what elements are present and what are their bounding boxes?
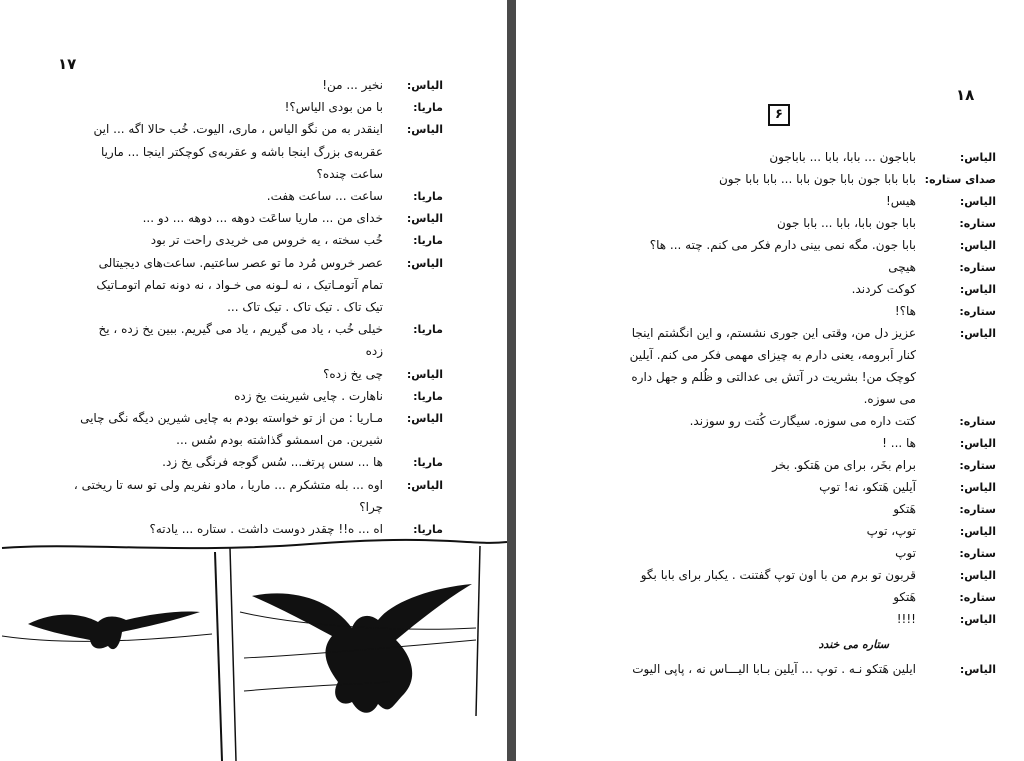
dialogue-line: کوکت کردند. — [851, 282, 916, 296]
dialogue-line: خُب سخته ، یه خروس می خریدی راحت تر بود — [150, 233, 383, 248]
dialogue-line: هَتکو — [893, 590, 916, 604]
dialogue-line: توپ — [895, 546, 916, 560]
dialogue-line: عقربه‌ی بزرگ اینجا باشه و عقربه‌ی کوچکتر اینجا ... ماریا — [100, 144, 383, 159]
speaker-label: ماریا: — [413, 234, 443, 248]
speaker-label: الیاس: — [959, 283, 996, 296]
dialogue-line: کوچک من! بشریت در آتش بی عدالتی و ظُلم و جهل داره — [631, 370, 916, 384]
speaker-label: الیاس: — [406, 212, 443, 226]
speaker-label: الیاس: — [406, 478, 443, 492]
dialogue-line: برام بخَر، برای من هَتکو. بخر — [772, 458, 916, 472]
dialogue-line: بابا جون. مگه نمی بینی دارم فکر می کنم. چته ... ها؟ — [649, 238, 916, 252]
speaker-label: الیاس: — [959, 327, 996, 340]
speaker-label: الیاس: — [959, 239, 996, 252]
dialogue-line: چرا؟ — [359, 499, 383, 514]
speaker-label: الیاس: — [959, 151, 996, 164]
dialogue-line: مـاریا : من از تو خواسته بودم به چایی شیرین دیگه نگی چایی — [80, 411, 383, 425]
speaker-label: الیاس: — [959, 663, 996, 676]
book-gutter — [507, 0, 516, 761]
speaker-label: ماریا: — [413, 323, 443, 337]
dialogue-line: قربون تو برم من با اون توپ گفتنت . یکبار برای بابا بگو — [640, 568, 916, 582]
right-page — [516, 0, 1024, 761]
speaker-label: الیاس: — [406, 412, 443, 425]
speaker-label: الیاس: — [959, 525, 996, 538]
dialogue-line: بابا بابا جون بابا جون بابا ... بابا بابا جون — [718, 172, 916, 186]
speaker-label: ستاره: — [959, 459, 996, 472]
dialogue-line: اینقدر به من نگو الیاس ، ماری، الیوت. خُب حالا اگه ... این — [93, 122, 383, 137]
scene-number-box: ۶ — [768, 104, 790, 126]
dialogue-line: خدای من ... ماریا ساعَت دوهه ... دوهه ... دو ... — [142, 211, 383, 226]
dialogue-line: زده — [365, 344, 383, 359]
speaker-label: ماریا: — [413, 190, 443, 203]
left-page — [0, 0, 507, 761]
speaker-label: ماریا: — [413, 101, 443, 115]
dialogue-line: نخیر ... من! — [322, 78, 383, 92]
speaker-label: ستاره: — [959, 305, 996, 318]
dialogue-line: آیلین هَتکو، نه! توپ — [819, 480, 916, 494]
speaker-label: ستاره: — [959, 261, 996, 274]
speaker-label: الیاس: — [406, 256, 443, 270]
page-number: ١٧ — [58, 55, 77, 73]
dialogue-line: شیرین. من اسمشو گذاشته بودم سُس ... — [176, 433, 383, 448]
speaker-label: الیاس: — [406, 79, 443, 92]
dialogue-line: اه ... ه!! چقدر دوست داشت . ستاره ... یادته؟ — [149, 522, 383, 536]
dialogue-line: عصر خروس مُرد ما تو عصر ساعتیم. ساعت‌های دیجیتالی — [98, 255, 383, 270]
crow-illustration — [0, 536, 507, 761]
speaker-label: ستاره: — [959, 217, 996, 230]
speaker-label: ماریا: — [413, 389, 443, 403]
speaker-label: الیاس: — [959, 481, 996, 494]
dialogue-line: تیک تاک . تیک تاک . تیک تاک ... — [227, 300, 383, 314]
dialogue-line: ساعت چنده؟ — [316, 166, 383, 181]
dialogue-line: توپ، توپ — [866, 524, 916, 538]
dialogue-line: باباجون ... بابا، بابا ... باباجون — [769, 150, 916, 164]
dialogue-line: ایلین هَتکو نـه . توپ ... آیلین بـابا الیـــاس نه ، پاپی الیوت — [632, 662, 916, 676]
speaker-label: صدای ستاره: — [924, 173, 996, 186]
dialogue-line: عزیز دل من، وقتی این جوری نشستم، و این انگشتم اینجا — [631, 326, 916, 340]
dialogue-line: ساعت ... ساعت هفت. — [266, 189, 383, 203]
dialogue-line: کنار اَبرومه، یعنی دارم به چیزای مهمی فکر می کنم. آیلین — [629, 348, 916, 362]
dialogue-line: چی یخ زده؟ — [323, 366, 383, 381]
speaker-label: ماریا: — [413, 523, 443, 536]
dialogue-line: اوه ... بله متشکرم ... ماریا ، مادو نفریم ولی تو سه تا ریختی ، — [73, 477, 383, 492]
speaker-label: الیاس: — [959, 437, 996, 450]
speaker-label: ستاره: — [959, 415, 996, 428]
speaker-label: ستاره: — [959, 503, 996, 516]
dialogue-line: کتت داره می سوزه. سیگارت کُتت رو سوزند. — [689, 414, 916, 428]
speaker-label: الیاس: — [959, 569, 996, 582]
dialogue-line: ها ... ! — [882, 436, 916, 450]
stage-direction: ستاره می خندد — [818, 638, 889, 651]
dialogue-line: تمام آتومـاتیک ، نه لـونه می خـواد ، نه دونه تمام اتومـاتیک — [96, 277, 383, 292]
speaker-label: الیاس: — [959, 613, 996, 626]
dialogue-line: هیچی — [888, 260, 916, 274]
speaker-label: الیاس: — [406, 123, 443, 137]
speaker-label: الیاس: — [959, 195, 996, 208]
speaker-label: ستاره: — [959, 591, 996, 604]
dialogue-line: می سوزه. — [863, 392, 916, 406]
dialogue-line: !!!! — [896, 612, 916, 626]
speaker-label: الیاس: — [406, 367, 443, 381]
dialogue-line: خیلی خُب ، یاد می گیریم ، یاد می گیریم. ببین یخ زده ، یخ — [98, 322, 383, 337]
dialogue-line: بابا جون بابا، بابا ... بابا جون — [776, 216, 916, 230]
dialogue-line: هَتکو — [893, 502, 916, 516]
dialogue-line: هیس! — [885, 194, 916, 208]
dialogue-line: ها؟! — [894, 304, 916, 318]
dialogue-line: با من بودی الیاس؟! — [284, 100, 383, 115]
page-number: ١٨ — [956, 86, 975, 104]
speaker-label: ستاره: — [959, 547, 996, 560]
dialogue-line: ناهارت . چایی شیرینت یخ زده — [234, 388, 383, 403]
dialogue-line: ها ... سس پرتغـ... سُس گوجه فرنگی یخ زد. — [162, 455, 383, 470]
speaker-label: ماریا: — [413, 456, 443, 470]
